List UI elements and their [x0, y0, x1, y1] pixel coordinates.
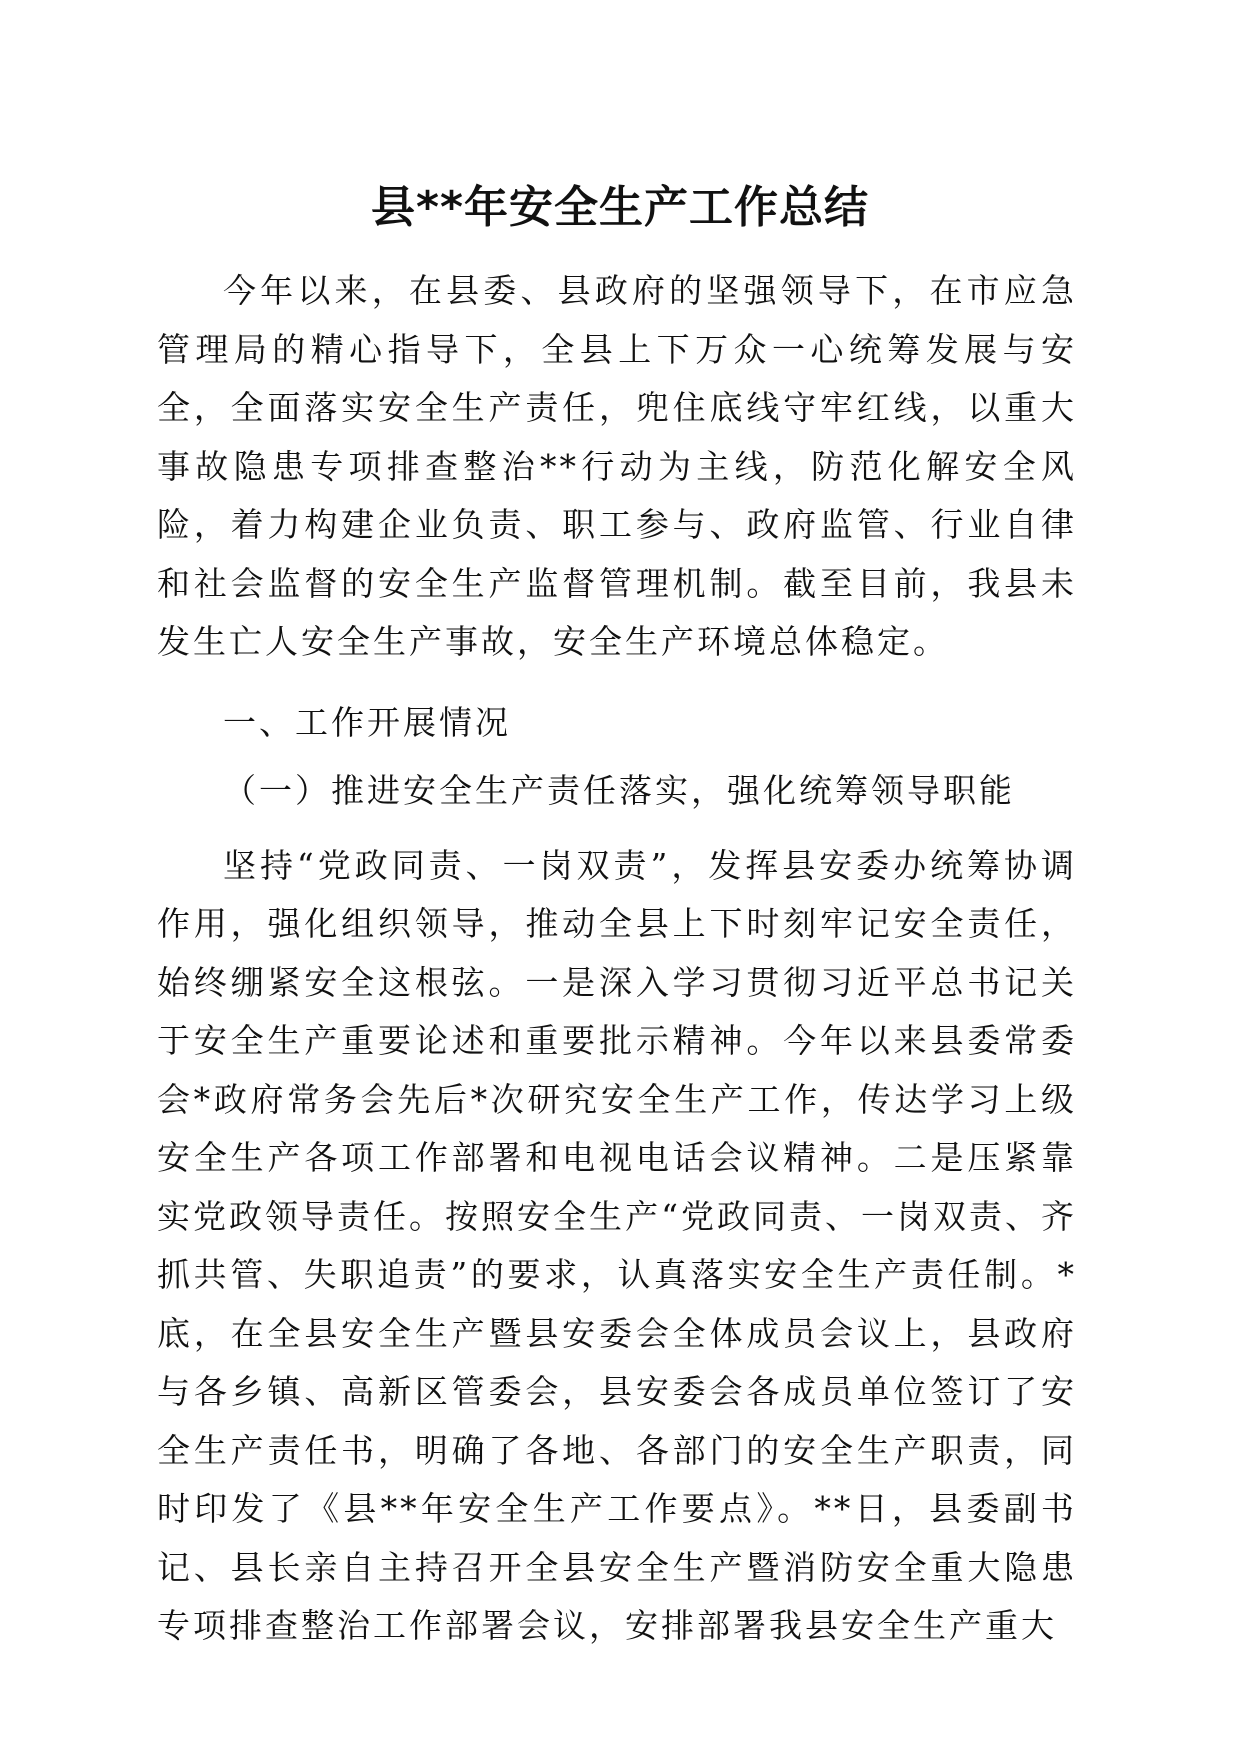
section-heading-1: 一、工作开展情况	[223, 702, 511, 742]
intro-paragraph: 今年以来，在县委、县政府的坚强领导下，在市应急管理局的精心指导下，全县上下万众一心统筹发展与安全，全面落实安全生产责任，兜住底线守牢红线，以重大事故隐患专项排查整治**行动为主线，防范化解安全风险，着力构建企业负责、职工参与、政府监管、行业自律和社会监督的安全生产监督管理机制。截至目前，我县未发生亡人安全生产事故，安全生产环境总体稳定。	[157, 271, 1077, 661]
subsection-1-paragraph: 坚持“党政同责、一岗双责”，发挥县安委办统筹协调作用，强化组织领导，推动全县上下时刻牢记安全责任，始终绷紧安全这根弦。一是深入学习贯彻习近平总书记关于安全生产重要论述和重要批示精神。今年以来县委常委会*政府常务会先后*次研究安全生产工作，传达学习上级安全生产各项工作部署和电视电话会议精神。二是压紧靠实党政领导责任。按照安全生产“党政同责、一岗双责、齐抓共管、失职追责”的要求，认真落实安全生产责任制。*底，在全县安全生产暨县安委会全体成员会议上，县政府与各乡镇、高新区管委会，县安委会各成员单位签订了安全生产责任书，明确了各地、各部门的安全生产职责，同时印发了《县**年安全生产工作要点》。**日，县委副书记、县长亲自主持召开全县安全生产暨消防安全重大隐患专项排查整治工作部署会议，安排部署我县安全生产重大	[157, 845, 1077, 1645]
document-body	[157, 262, 1077, 1656]
document-title: 县**年安全生产工作总结	[370, 182, 870, 233]
subsection-heading-1: （一）推进安全生产责任落实，强化统筹领导职能	[223, 771, 1015, 810]
